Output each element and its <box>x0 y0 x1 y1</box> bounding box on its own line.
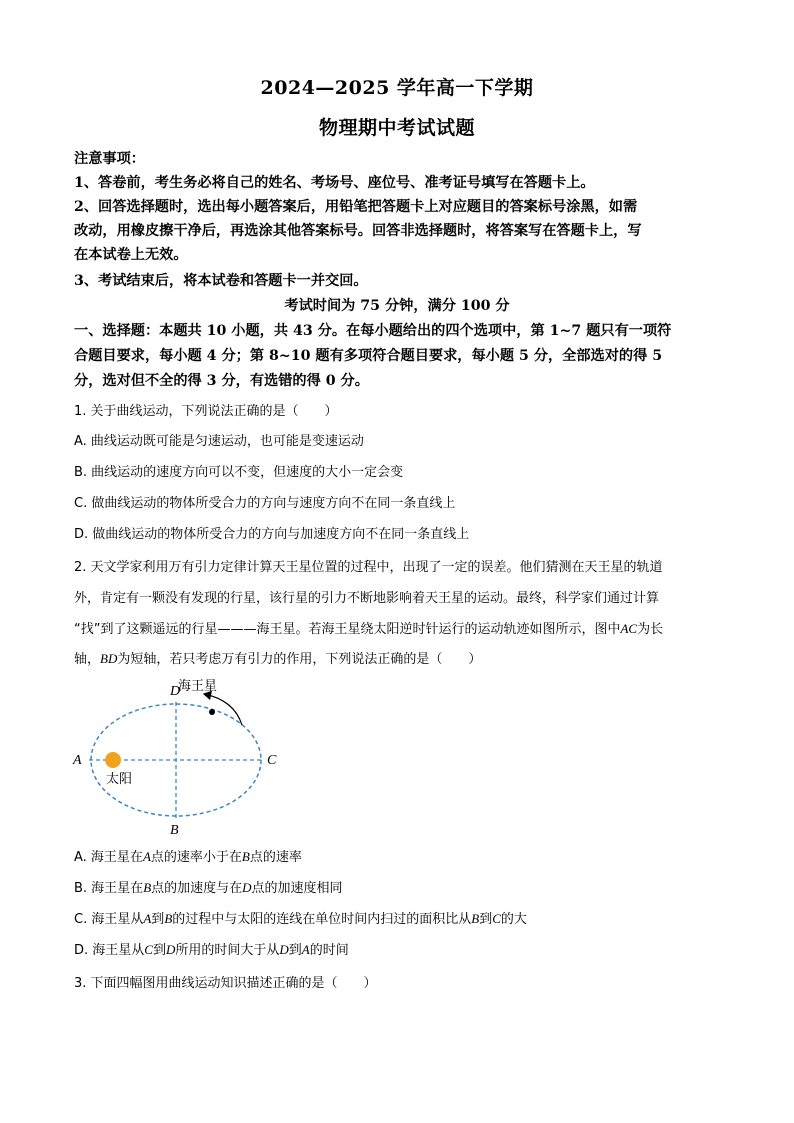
segment-ac: AC <box>620 621 638 636</box>
point-c-label: C <box>267 753 277 768</box>
notice-item-2-line-1: 2、回答选择题时，选出每小题答案后，用铅笔把答题卡上对应题目的答案标号涂黑，如需 <box>74 199 638 215</box>
page-subtitle: 物理期中考试试题 <box>318 117 475 139</box>
notice-item-1: 1、答卷前，考生务必将自己的姓名、考场号、座位号、准考证号填写在答题卡上。 <box>74 175 595 191</box>
point-b-label: B <box>170 823 179 838</box>
q2-option-b: B. 海王星在B点的加速度与在D点的加速度相同 <box>74 880 343 896</box>
sun-label: 太阳 <box>106 772 133 787</box>
section-1-line-2: 合题目要求，每小题 4 分；第 8~10 题有多项符合题目要求，每小题 5 分，全部选对的得 5 <box>74 348 663 364</box>
q1-option-a: A. 曲线运动既可能是匀速运动，也可能是变速运动 <box>74 434 364 449</box>
exam-time-info: 考试时间为 75 分钟，满分 100 分 <box>284 298 510 314</box>
q1-option-d: D. 做曲线运动的物体所受合力的方向与加速度方向不在同一条直线上 <box>74 527 470 542</box>
q2-stem-line-1: 2. 天文学家利用万有引力定律计算天王星位置的过程中，出现了一定的误差。他们猜测在天王星的轨道 <box>74 560 663 575</box>
neptune-orbit-figure <box>66 672 296 840</box>
q2-stem-line-4: 轴，BD为短轴，若只考虑万有引力的作用，下列说法正确的是（ ） <box>74 651 482 667</box>
section-1-line-1: 一、选择题：本题共 10 小题，共 43 分。在每小题给出的四个选项中，第 1~7 题只有一项符 <box>74 323 672 339</box>
page-title: 2024—2025 学年高一下学期 <box>260 77 534 99</box>
q2-option-c: C. 海王星从A到B的过程中与太阳的连线在单位时间内扫过的面积比从B到C的大 <box>74 911 527 927</box>
q1-stem: 1. 关于曲线运动，下列说法正确的是（ ） <box>74 404 338 419</box>
neptune-dot <box>209 709 215 715</box>
notice-item-2-line-2: 改动，用橡皮擦干净后，再选涂其他答案标号。回答非选择题时，将答案写在答题卡上，写 <box>74 223 642 239</box>
q1-option-c: C. 做曲线运动的物体所受合力的方向与速度方向不在同一条直线上 <box>74 496 456 511</box>
q2-option-a: A. 海王星在A点的速率小于在B点的速率 <box>74 849 302 865</box>
notice-item-2-line-3: 在本试卷上无效。 <box>74 247 188 263</box>
notice-heading: 注意事项： <box>74 151 145 167</box>
motion-direction-arrow <box>204 694 242 725</box>
segment-bd: BD <box>100 651 118 666</box>
neptune-label: 海王星 <box>178 679 218 694</box>
q3-stem: 3. 下面四幅图用曲线运动知识描述正确的是（ ） <box>74 976 377 991</box>
q1-option-b: B. 曲线运动的速度方向可以不变，但速度的大小一定会变 <box>74 465 404 480</box>
point-d-label: D <box>170 684 181 699</box>
notice-item-3: 3、考试结束后，将本试卷和答题卡一并交回。 <box>74 273 368 289</box>
q2-stem-line-3: “找”到了这颗遥远的行星———海王星。若海王星绕太阳逆时针运行的运动轨迹如图所示，图中AC为长 <box>74 621 664 637</box>
sun-dot <box>105 752 121 768</box>
q2-option-d: D. 海王星从C到D所用的时间大于从D到A的时间 <box>74 942 349 958</box>
point-a-label: A <box>73 753 82 768</box>
section-1-line-3: 分，选对但不全的得 3 分，有选错的得 0 分。 <box>74 373 369 389</box>
q2-stem-line-2: 外，肯定有一颗没有发现的行星，该行星的引力不断地影响着天王星的运动。最终，科学家们通过计算 <box>74 591 660 606</box>
